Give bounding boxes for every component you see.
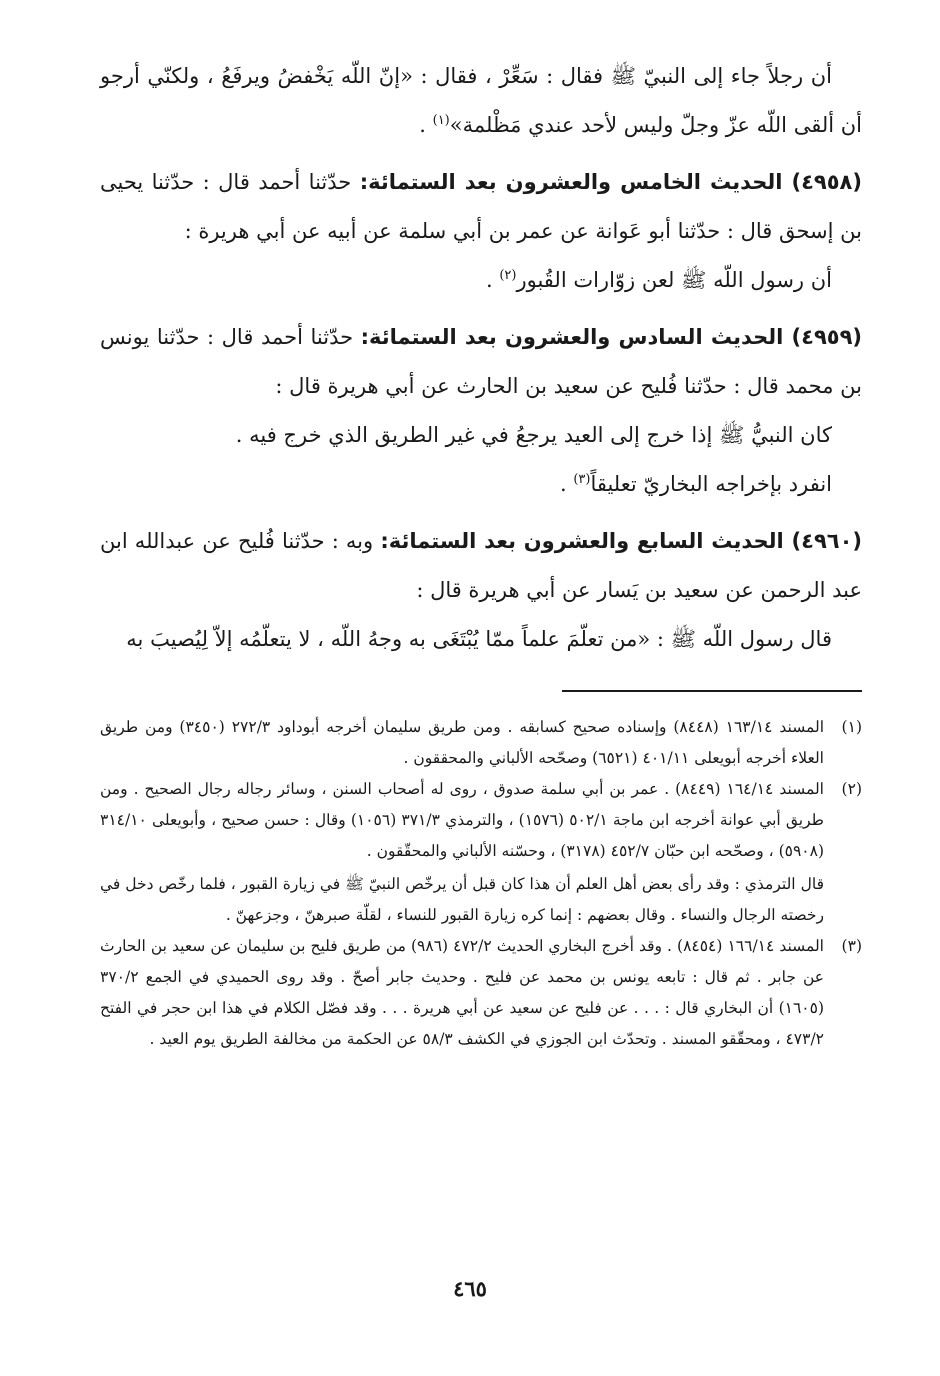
footnote-number: (٣) [841, 937, 862, 955]
paragraph: أن رسول اللّه ﷺ لعن زوّارات القُبور$^{(٢)}$ . [485, 268, 832, 292]
footnotes [100, 712, 862, 1055]
footnote-number: (٢) [841, 780, 862, 798]
hadith-heading: (٤٩٥٩) الحديث السادس والعشرون بعد الستمائة: [360, 325, 863, 349]
hadith-paragraph: (٤٩٥٨) الحديث الخامس والعشرون بعد الستمائة: حدّثنا أحمد قال : حدّثنا يحيى بن إسحق قال : حدّثنا أبو عَوانة عن عمر بن أبي سلمة عن أبيه عن أبي هريرة : [100, 170, 862, 243]
footnote-number: (١) [841, 718, 862, 736]
paragraph: قال رسول اللّه ﷺ : «من تعلّمَ علماً ممّا يُبْتَغَى به وجهُ اللّه ، لا يتعلّمُه إلاّ لِيُصيبَ به [126, 627, 832, 651]
paragraph: انفرد بإخراجه البخاريّ تعليقاً$^{(٣)}$ . [559, 472, 832, 496]
footnote-text: المسند ١٦٦/١٤ (٨٤٥٤) . وقد أخرج البخاري الحديث ٤٧٢/٢ (٩٨٦) من طريق فليح بن سليمان عن سعيد بن الحارث عن جابر . ثم قال : تابعه يونس بن محمد عن فليح . وحديث جابر أصحّ . وقد روى الحميدي في الجمع ٣٧٠/٢ (١٦٠٥) أن البخاري قال : . . . عن فليح عن سعيد عن أبي هريرة . . . وقد فصّل الكلام في هذا ابن حجر في الفتح ٤٧٣/٢ ، ومحقّقو المسند . وتحدّث ابن الجوزي في الكشف ٥٨/٣ عن الحكمة من مخالفة الطريق يوم العيد . [100, 937, 824, 1048]
footnote [100, 931, 862, 1055]
page-number: ٤٦٥ [453, 1276, 487, 1301]
footnote-text: المسند ١٦٣/١٤ (٨٤٤٨) وإسناده صحيح كسابقه . ومن طريق سليمان أخرجه أبوداود ٢٧٢/٣ (٣٤٥٠) ومن طريق العلاء أخرجه أبويعلى ٤٠١/١١ (٦٥٢١) وصحّحه الألباني والمحققون . [100, 718, 825, 767]
footnote-text: المسند ١٦٤/١٤ (٨٤٤٩) . عمر بن أبي سلمة صدوق ، روى له أصحاب السنن ، وسائر رجاله رجال الصحيح . ومن طريق أبي عوانة أخرجه ابن ماجة ٥٠٢/١ (١٥٧٦) ، والترمذي ٣٧١/٣ (١٠٥٦) وقال : حسن صحيح ، وأبويعلى ٣١٤/١٠ (٥٩٠٨) ، وصحّحه ابن حبّان ٤٥٢/٧ (٣١٧٨) ، وحسّنه الألباني والمحقّقون . قال الترمذي : وقد رأى بعض أهل العلم أن هذا كان قبل أن يرخّص النبيّ ﷺ في زيارة القبور ، فلما رخّص دخل في رخصته الرجال والنساء . وقال بعضهم : إنما كره زيارة القبور للنساء ، لقلّة صبرهنّ ، وجزعهنّ . [100, 780, 824, 924]
hadith-heading: (٤٩٦٠) الحديث السابع والعشرون بعد الستمائة: [380, 529, 863, 553]
footnote-ref[interactable]: (٢) [499, 268, 517, 283]
paragraph: كان النبيُّ ﷺ إذا خرج إلى العيد يرجعُ في غير الطريق الذي خرج فيه . [235, 423, 832, 447]
footnote [100, 712, 862, 774]
footnote [100, 774, 862, 931]
paragraph: أن رجلاً جاء إلى النبيّ ﷺ فقال : سَعِّرْ ، فقال : «إنّ اللّه يَخْفضُ ويرفَعُ ، ولكنّي أرجو أن ألقى اللّه عزّ وجلّ وليس لأحد عندي مَظْلمة»$^{(١)}$ . [100, 64, 862, 137]
footnote-ref[interactable]: (١) [432, 113, 450, 128]
hadith-paragraph: (٤٩٦٠) الحديث السابع والعشرون بعد الستمائة: وبه : حدّثنا فُليح عن عبدالله ابن عبد الرحمن عن سعيد بن يَسار عن أبي هريرة قال : [100, 529, 863, 602]
hadith-heading: (٤٩٥٨) الحديث الخامس والعشرون بعد الستمائة: [359, 170, 862, 194]
main-text [100, 52, 862, 664]
hadith-paragraph: (٤٩٥٩) الحديث السادس والعشرون بعد الستمائة: حدّثنا أحمد قال : حدّثنا يونس بن محمد قال : حدّثنا فُليح عن سعيد بن الحارث عن أبي هريرة قال : [100, 325, 863, 398]
footnote-ref[interactable]: (٣) [573, 472, 591, 487]
footnote-separator [562, 690, 862, 692]
